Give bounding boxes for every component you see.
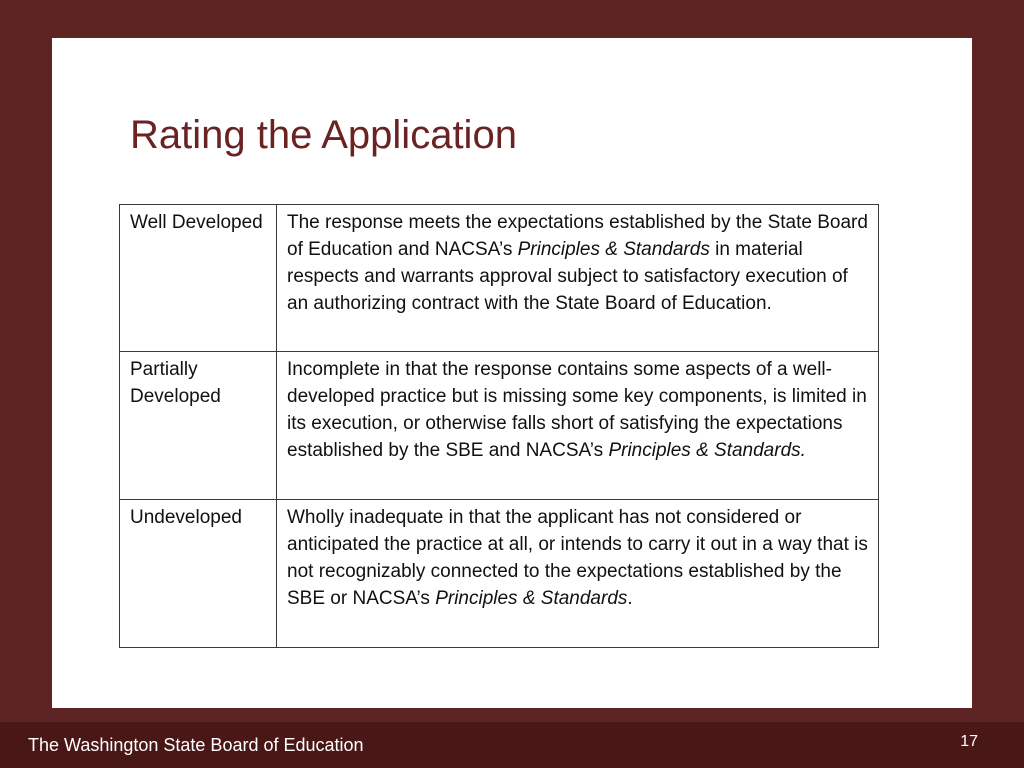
rating-label: Partially Developed: [120, 352, 277, 500]
rating-label: Well Developed: [120, 205, 277, 352]
footer-text: The Washington State Board of Education: [28, 735, 364, 755]
table-row-undeveloped: [120, 500, 879, 648]
description-emphasis: Principles & Standards.: [608, 440, 806, 461]
rating-description: [277, 352, 879, 500]
description-text: The response meets the expectations established by the State Board of Education and NACSA’s: [287, 212, 868, 260]
description-text: in material respects and warrants approval subject to satisfactory execution of an authorizing contract with the State Board of Education.: [287, 239, 848, 314]
description-text: Wholly inadequate in that the applicant has not considered or anticipated the practice at all, or intends to carry it out in a way that is not recognizably connected to the expectations established by the SBE or NACSA’s: [287, 507, 868, 609]
rating-description: [277, 205, 879, 352]
page-number: 17: [960, 733, 978, 750]
rating-description: [277, 500, 879, 648]
table-row-partially-developed: [120, 352, 879, 500]
slide-title: Rating the Application: [130, 113, 517, 157]
description-text: Incomplete in that the response contains some aspects of a well-developed practice but is missing some key components, is limited in its execution, or otherwise falls short of satisfying the expectations established by the SBE and NACSA’s: [287, 359, 867, 461]
table-row-well-developed: [120, 205, 879, 352]
rating-table: [119, 204, 879, 648]
description-emphasis: Principles & Standards: [435, 588, 628, 609]
description-emphasis: Principles & Standards: [517, 239, 710, 260]
rating-label: Undeveloped: [120, 500, 277, 648]
slide-panel: [52, 38, 972, 708]
description-text: .: [627, 588, 633, 609]
